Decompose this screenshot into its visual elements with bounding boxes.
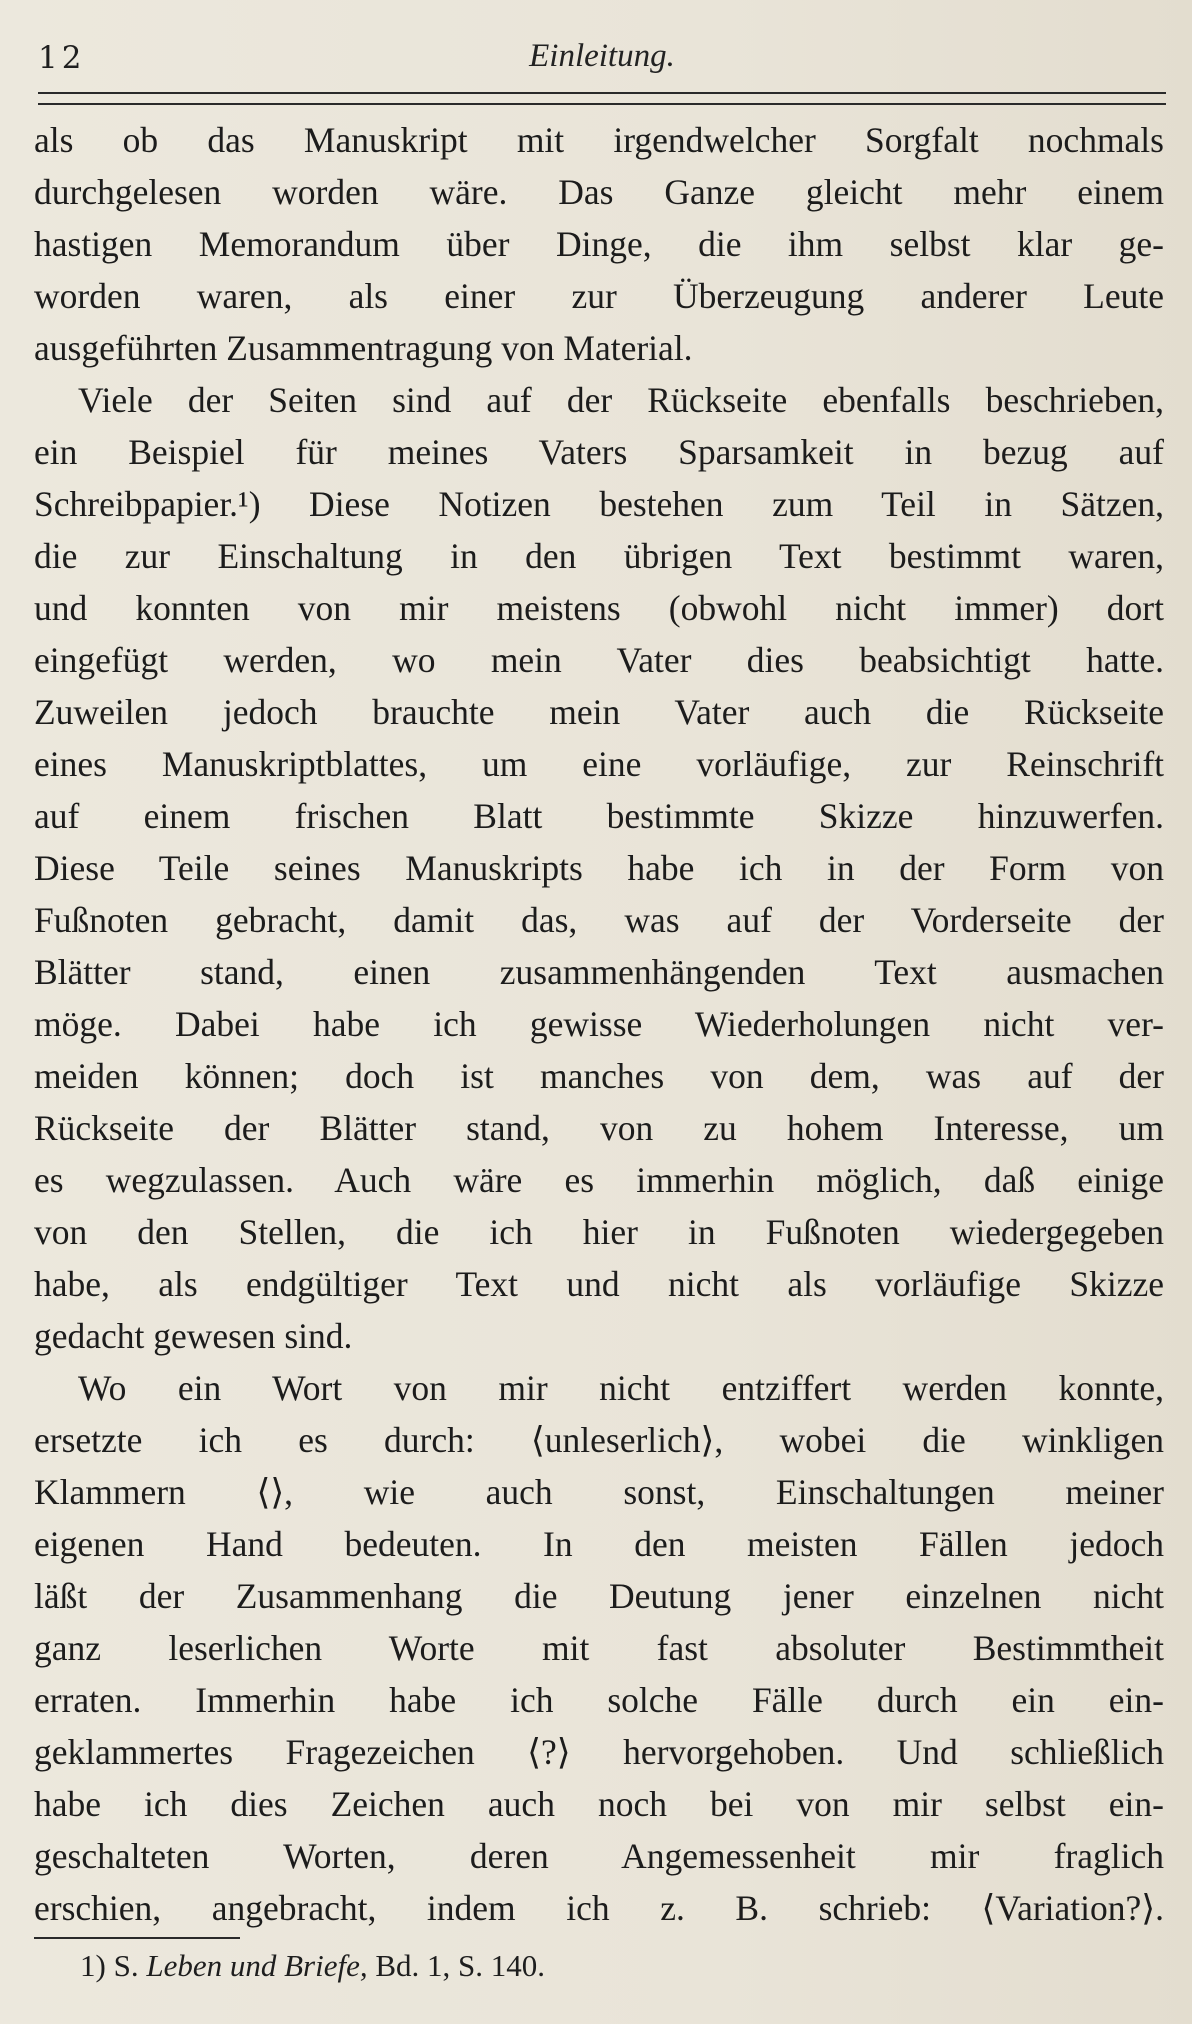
text-line: die zur Einschaltung in den übrigen Text bestimmt waren, [34,536,1164,576]
text-line: Wo ein Wort von mir nicht entziffert werden konnte, [78,1368,1164,1408]
text-line: Klammern ⟨⟩, wie auch sonst, Einschaltungen meiner [34,1472,1164,1512]
text-line: geklammertes Fragezeichen ⟨?⟩ hervorgehoben. Und schließlich [34,1732,1164,1772]
text-line: Zuweilen jedoch brauchte mein Vater auch die Rückseite [34,692,1164,732]
text-line: ein Beispiel für meines Vaters Sparsamkeit in bezug auf [34,432,1164,472]
running-head: Einleitung. [529,38,675,74]
text-line: Rückseite der Blätter stand, von zu hohem Interesse, um [34,1108,1164,1148]
text-line: Diese Teile seines Manuskripts habe ich in der Form von [34,848,1164,888]
text-line: eigenen Hand bedeuten. In den meisten Fällen jedoch [34,1524,1164,1564]
text-line: erraten. Immerhin habe ich solche Fälle durch ein ein- [34,1680,1164,1720]
body-text [34,114,1164,1934]
text-line: von den Stellen, die ich hier in Fußnoten wiedergegeben [34,1212,1164,1252]
text-line: es wegzulassen. Auch wäre es immerhin möglich, daß einige [34,1160,1164,1200]
text-line: hastigen Memorandum über Dinge, die ihm selbst klar ge- [34,224,1164,264]
text-line: ganz leserlichen Worte mit fast absoluter Bestimmtheit [34,1628,1164,1668]
text-line: eines Manuskriptblattes, um eine vorläufige, zur Reinschrift [34,744,1164,784]
text-line: durchgelesen worden wäre. Das Ganze gleicht mehr einem [34,172,1164,212]
text-line: Viele der Seiten sind auf der Rückseite ebenfalls beschrieben, [78,380,1164,420]
text-line: möge. Dabei habe ich gewisse Wiederholungen nicht ver- [34,1004,1164,1044]
text-line: läßt der Zusammenhang die Deutung jener einzelnen nicht [34,1576,1164,1616]
text-line: worden waren, als einer zur Überzeugung anderer Leute [34,276,1164,316]
page-header [38,36,1166,86]
footnote-reference: Bd. 1, S. 140. [375,1948,546,1983]
text-line: Schreibpapier.¹) Diese Notizen bestehen zum Teil in Sätzen, [34,484,1164,524]
text-line: meiden können; doch ist manches von dem, was auf der [34,1056,1164,1096]
text-line: Blätter stand, einen zusammenhängenden Text ausmachen [34,952,1164,992]
text-line: ersetzte ich es durch: ⟨unleserlich⟩, wobei die winkligen [34,1420,1164,1460]
text-line: habe, als endgültiger Text und nicht als vorläufige Skizze [34,1264,1164,1304]
text-line: Fußnoten gebracht, damit das, was auf der Vorderseite der [34,900,1164,940]
text-line: geschalteten Worten, deren Angemessenheit mir fraglich [34,1836,1164,1876]
text-line: ausgeführten Zusammentragung von Material. [34,328,693,368]
text-line: und konnten von mir meistens (obwohl nicht immer) dort [34,588,1164,628]
paragraph-3 [34,1362,1164,1934]
footnote [80,1946,545,1986]
footnote-marker: 1) [80,1948,106,1983]
text-line: als ob das Manuskript mit irgendwelcher Sorgfalt nochmals [34,120,1164,160]
footnote-prefix: S. [113,1948,139,1983]
text-line: eingefügt werden, wo mein Vater dies beabsichtigt hatte. [34,640,1164,680]
text-line: habe ich dies Zeichen auch noch bei von mir selbst ein- [34,1784,1164,1824]
text-line: auf einem frischen Blatt bestimmte Skizze hinzuwerfen. [34,796,1164,836]
footnote-title: Leben und Briefe, [146,1948,368,1983]
paragraph-1 [34,114,1164,374]
paragraph-2 [34,374,1164,1362]
header-rule [38,92,1166,105]
footnote-rule [34,1937,240,1939]
text-line: gedacht gewesen sind. [34,1316,353,1356]
page-number: 12 [38,40,86,76]
text-line: erschien, angebracht, indem ich z. B. schrieb: ⟨Variation?⟩. [34,1888,1164,1928]
